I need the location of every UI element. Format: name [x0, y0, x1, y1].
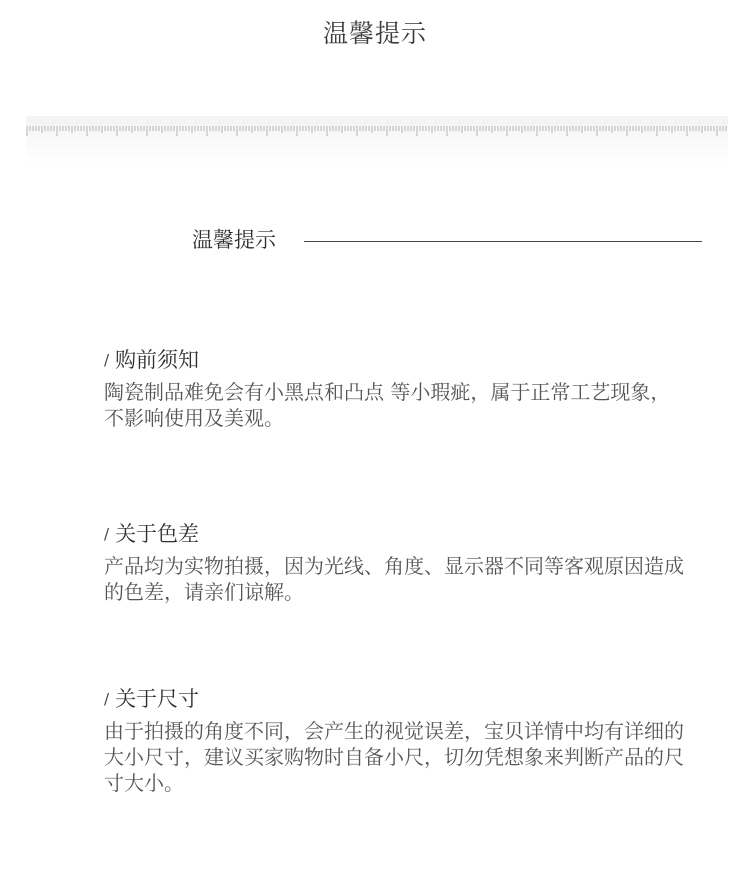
notice-heading [104, 519, 684, 549]
section-title: 温馨提示 [192, 228, 276, 252]
ruler-ticks [26, 126, 728, 146]
notice-body: 产品均为实物拍摄，因为光线、角度、显示器不同等客观原因造成的色差，请亲们谅解。 [104, 554, 684, 604]
notice-size [104, 684, 684, 796]
notice-heading [104, 345, 684, 375]
notice-body: 陶瓷制品难免会有小黑点和凸点 等小瑕疵，属于正常工艺现象，不影响使用及美观。 [104, 380, 671, 430]
notice-purchase [104, 345, 684, 431]
notice-heading [104, 684, 684, 714]
notice-color-difference [104, 519, 684, 605]
section-divider [304, 241, 702, 242]
notice-heading-text: 购前须知 [115, 348, 200, 372]
slash-marker: / [104, 690, 110, 708]
slash-marker: / [104, 351, 110, 369]
section-header [192, 224, 704, 258]
notice-heading-text: 关于色差 [115, 522, 200, 546]
notice-heading-text: 关于尺寸 [115, 687, 200, 711]
notice-body: 由于拍摄的角度不同，会产生的视觉误差，宝贝详情中均有详细的大小尺寸，建议买家购物时自备小尺，切勿凭想象来判断产品的尺寸大小。 [104, 719, 684, 795]
page-title: 温馨提示 [322, 19, 427, 48]
ruler-decoration [26, 116, 728, 164]
slash-marker: / [104, 525, 110, 543]
